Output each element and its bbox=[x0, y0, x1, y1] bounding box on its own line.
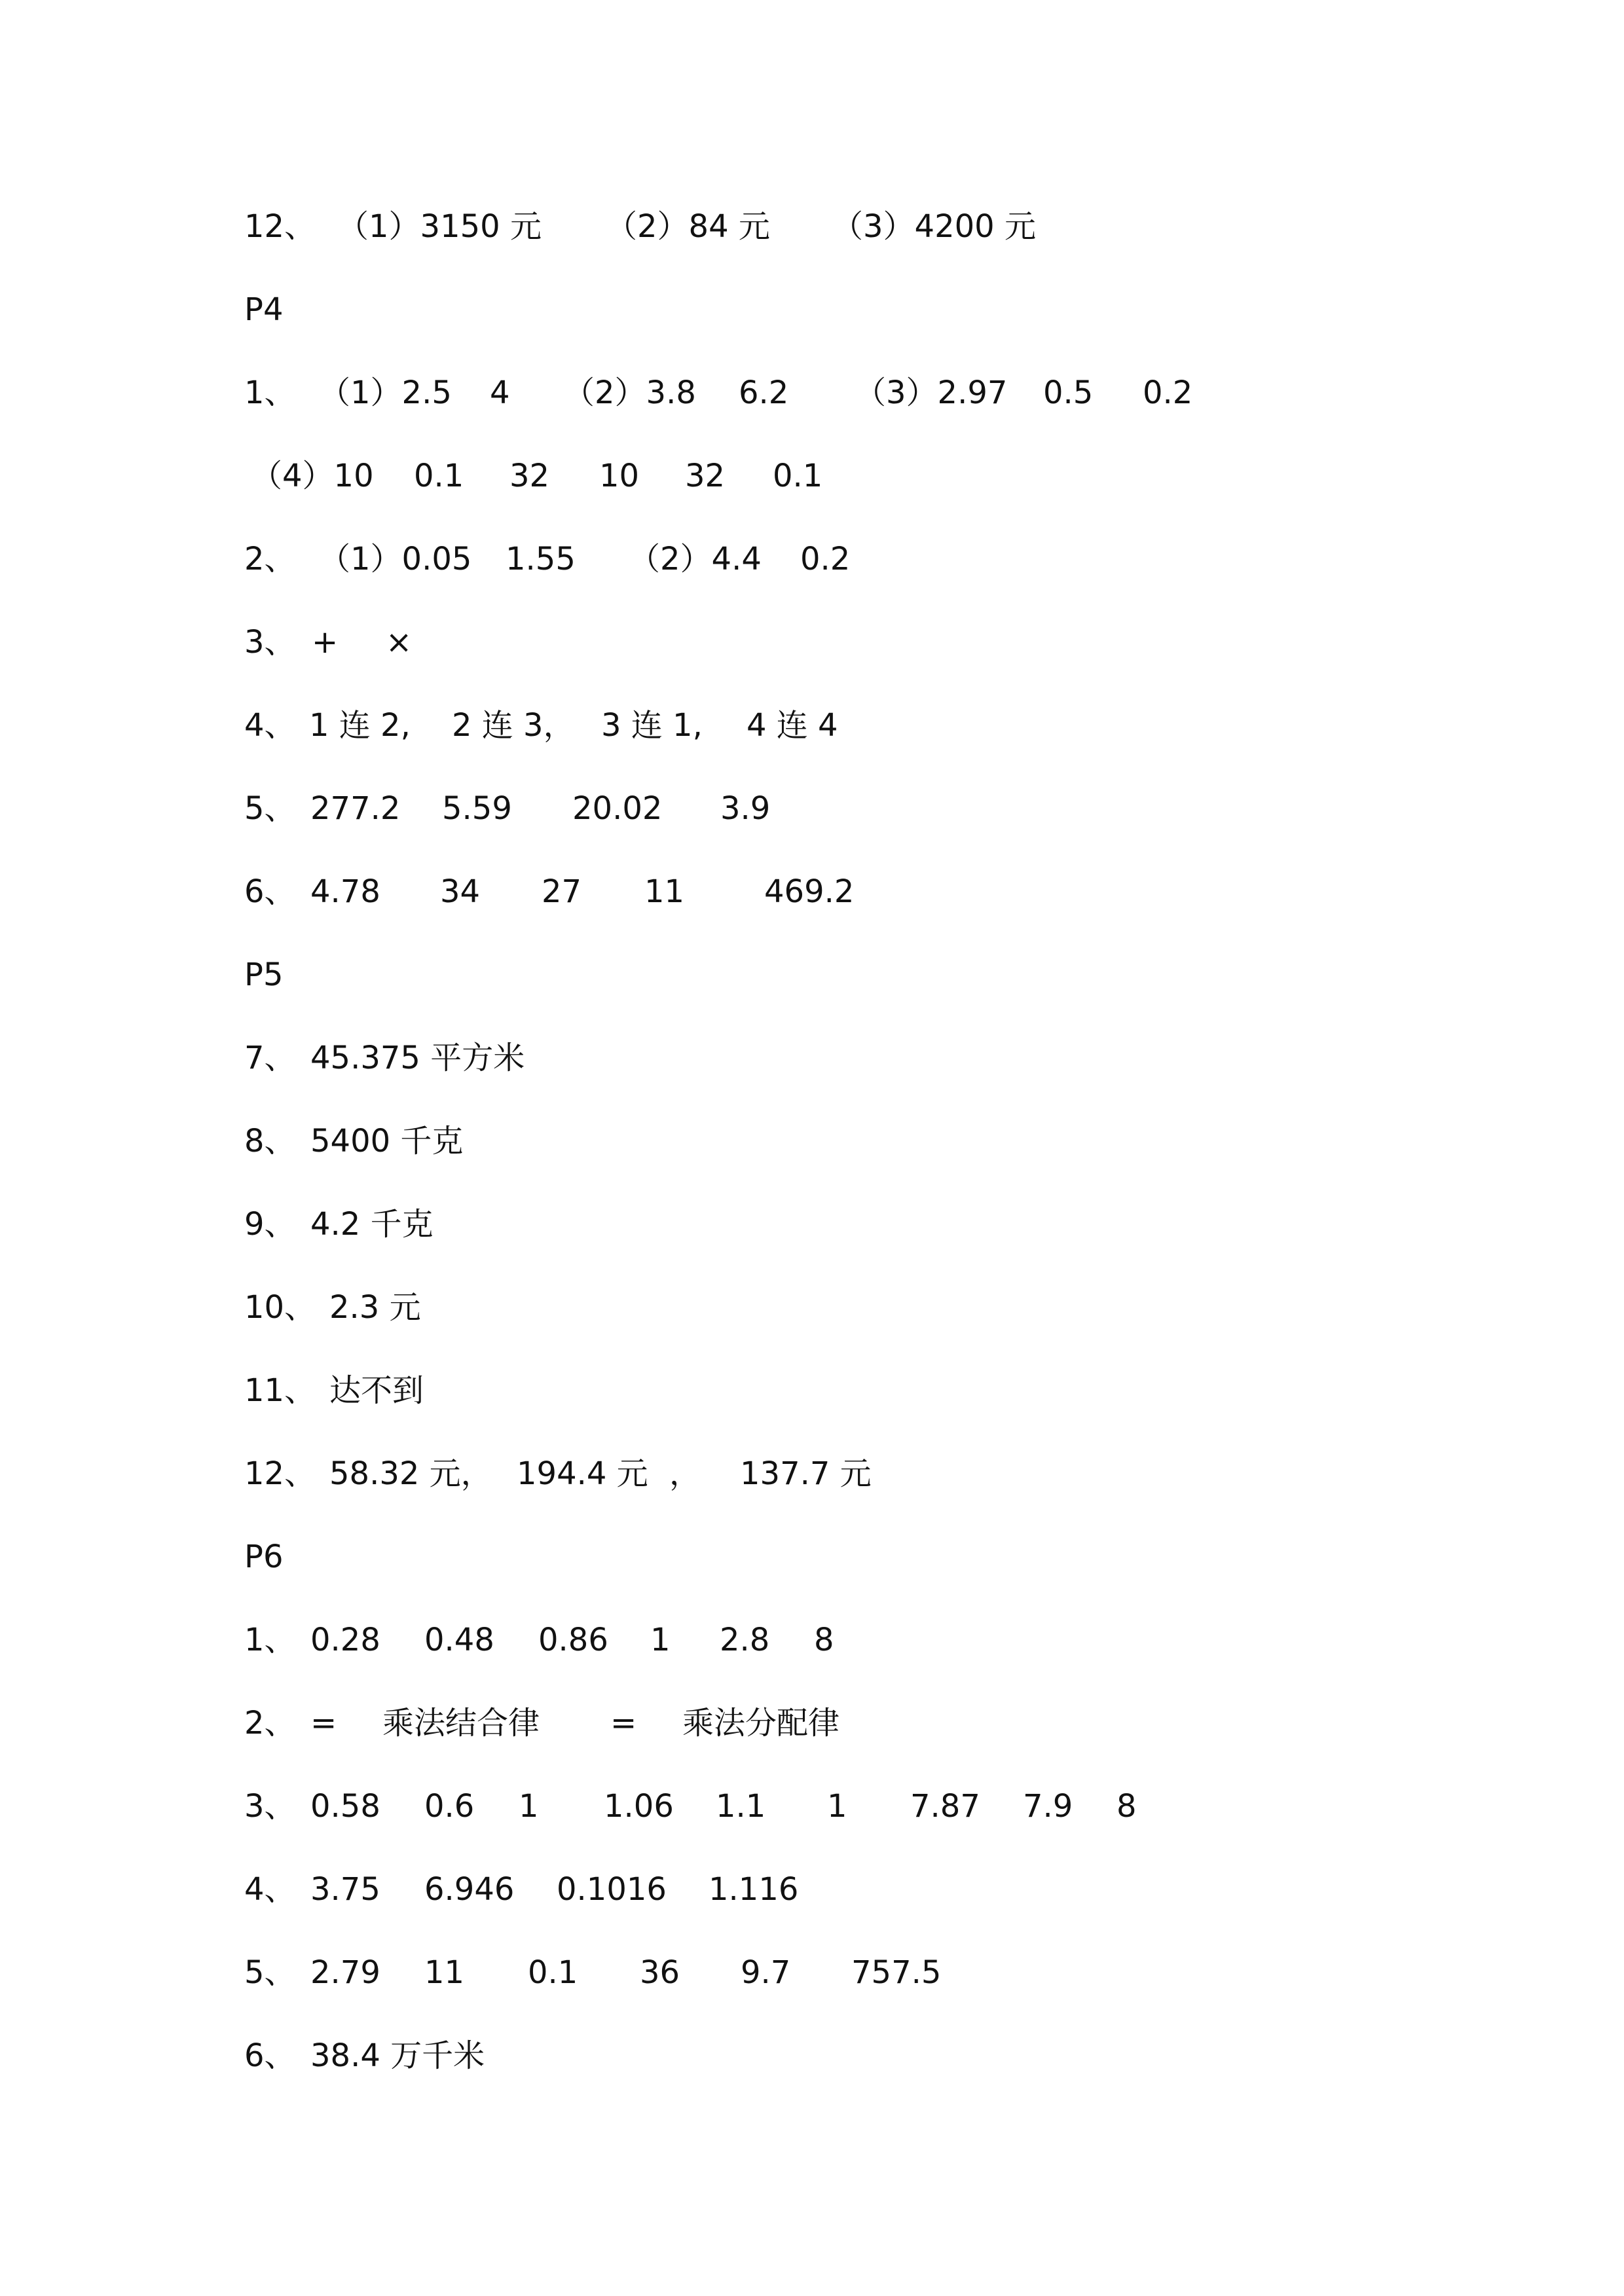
answer-value: 1 连 2, bbox=[309, 707, 411, 744]
answer-value: + bbox=[312, 624, 339, 661]
answer-value: 乘法分配律 bbox=[682, 1705, 840, 1741]
answer-value: （1）2.5 bbox=[319, 374, 452, 411]
answer-value: 5.59 bbox=[442, 790, 512, 827]
answer-value: 0.28 bbox=[310, 1622, 380, 1658]
answer-value: 2 连 3， bbox=[452, 707, 575, 744]
answer-value: 34 bbox=[440, 873, 481, 910]
line-label: 10、 bbox=[244, 1289, 316, 1326]
answer-value: 1 bbox=[650, 1622, 671, 1658]
answer-value: 194.4 元 bbox=[517, 1455, 648, 1492]
answer-value: 4 连 4 bbox=[747, 707, 838, 744]
line-label: 2、 bbox=[244, 1705, 296, 1741]
line-label: 11、 bbox=[244, 1372, 316, 1409]
line-label: 1、 bbox=[244, 1622, 296, 1658]
answer-value: 6.2 bbox=[739, 374, 789, 411]
answer-value: 5400 千克 bbox=[310, 1123, 464, 1159]
answer-value: 0.1 bbox=[528, 1954, 578, 1991]
line-label: 5、 bbox=[244, 1954, 296, 1991]
answer-value: 0.2 bbox=[800, 541, 851, 577]
answer-value: （3）4200 元 bbox=[832, 208, 1036, 245]
answer-value: 4.2 千克 bbox=[310, 1206, 434, 1243]
answer-value: 0.6 bbox=[424, 1788, 475, 1825]
line-label: 12、 bbox=[244, 1455, 316, 1492]
answer-value: 58.32 元， bbox=[329, 1455, 492, 1492]
line-label: 4、 bbox=[244, 1871, 296, 1908]
answer-value: 32 bbox=[509, 458, 550, 494]
answer-value: 137.7 元 bbox=[740, 1455, 872, 1492]
answer-value: （2）84 元 bbox=[606, 208, 770, 245]
answer-value: （1）3150 元 bbox=[337, 208, 542, 245]
answer-value: 20.02 bbox=[572, 790, 663, 827]
line-label: 2、 bbox=[244, 541, 296, 577]
answer-value: 9.7 bbox=[741, 1954, 791, 1991]
answer-value: 36 bbox=[640, 1954, 680, 1991]
answer-value: ， bbox=[669, 1455, 701, 1492]
answer-value: 1.1 bbox=[716, 1788, 766, 1825]
answer-value: 0.5 bbox=[1043, 374, 1094, 411]
answer-value: 达不到 bbox=[329, 1372, 424, 1409]
answer-value: 1.116 bbox=[709, 1871, 799, 1908]
answer-value: 0.1 bbox=[773, 458, 823, 494]
answer-value: 3.9 bbox=[720, 790, 771, 827]
answer-value: 1 bbox=[519, 1788, 539, 1825]
answer-value: 4 bbox=[490, 374, 510, 411]
answer-value: 8 bbox=[1116, 1788, 1137, 1825]
answer-value: （1）0.05 bbox=[319, 541, 472, 577]
answer-value: 1 bbox=[827, 1788, 847, 1825]
answer-value: 45.375 平方米 bbox=[310, 1040, 525, 1076]
answer-value: = bbox=[610, 1705, 637, 1741]
answer-value: 0.48 bbox=[424, 1622, 494, 1658]
line-label: 3、 bbox=[244, 1788, 296, 1825]
answer-value: 7.9 bbox=[1023, 1788, 1073, 1825]
answer-value: 277.2 bbox=[310, 790, 401, 827]
answer-value: 27 bbox=[542, 873, 582, 910]
line-label: P4 bbox=[244, 291, 284, 328]
line-label: 6、 bbox=[244, 873, 296, 910]
line-label: P5 bbox=[244, 957, 284, 993]
answer-value: 757.5 bbox=[851, 1954, 942, 1991]
answer-value: 2.79 bbox=[310, 1954, 380, 1991]
answer-value: 1.06 bbox=[604, 1788, 674, 1825]
answer-value: 0.1 bbox=[414, 458, 464, 494]
line-label: 6、 bbox=[244, 2037, 296, 2074]
answer-value: 0.2 bbox=[1143, 374, 1193, 411]
answer-value: = bbox=[310, 1705, 337, 1741]
line-label: 7、 bbox=[244, 1040, 296, 1076]
answer-value: 6.946 bbox=[424, 1871, 515, 1908]
answer-value: 32 bbox=[685, 458, 726, 494]
line-label: P6 bbox=[244, 1539, 284, 1575]
answer-value: 乘法结合律 bbox=[382, 1705, 540, 1741]
line-label: 8、 bbox=[244, 1123, 296, 1159]
answer-value: 0.86 bbox=[538, 1622, 608, 1658]
answer-value: 3 连 1, bbox=[601, 707, 703, 744]
answer-value: 2.3 元 bbox=[329, 1289, 421, 1326]
line-label: 12、 bbox=[244, 208, 316, 245]
answer-value: 1.55 bbox=[506, 541, 576, 577]
answer-value: 7.87 bbox=[910, 1788, 980, 1825]
answer-value: 11 bbox=[644, 873, 685, 910]
line-label: 1、 bbox=[244, 374, 296, 411]
answer-value: （2）4.4 bbox=[629, 541, 762, 577]
answer-value: 3.75 bbox=[310, 1871, 380, 1908]
answer-value: （3）2.97 bbox=[855, 374, 1008, 411]
line-label: 9、 bbox=[244, 1206, 296, 1243]
answer-value: 0.1016 bbox=[557, 1871, 667, 1908]
answer-value: 4.78 bbox=[310, 873, 380, 910]
answer-value: 11 bbox=[424, 1954, 465, 1991]
answer-value: 469.2 bbox=[764, 873, 855, 910]
line-label: 4、 bbox=[244, 707, 296, 744]
line-label: 3、 bbox=[244, 624, 296, 661]
answer-value: 10 bbox=[599, 458, 640, 494]
line-label: （4）10 bbox=[251, 458, 374, 494]
answer-value: 0.58 bbox=[310, 1788, 380, 1825]
line-label: 5、 bbox=[244, 790, 296, 827]
answer-value: 2.8 bbox=[720, 1622, 770, 1658]
answer-value: （2）3.8 bbox=[563, 374, 696, 411]
answer-value: 38.4 万千米 bbox=[310, 2037, 485, 2074]
answer-value: 8 bbox=[814, 1622, 834, 1658]
answer-value: × bbox=[386, 624, 413, 661]
